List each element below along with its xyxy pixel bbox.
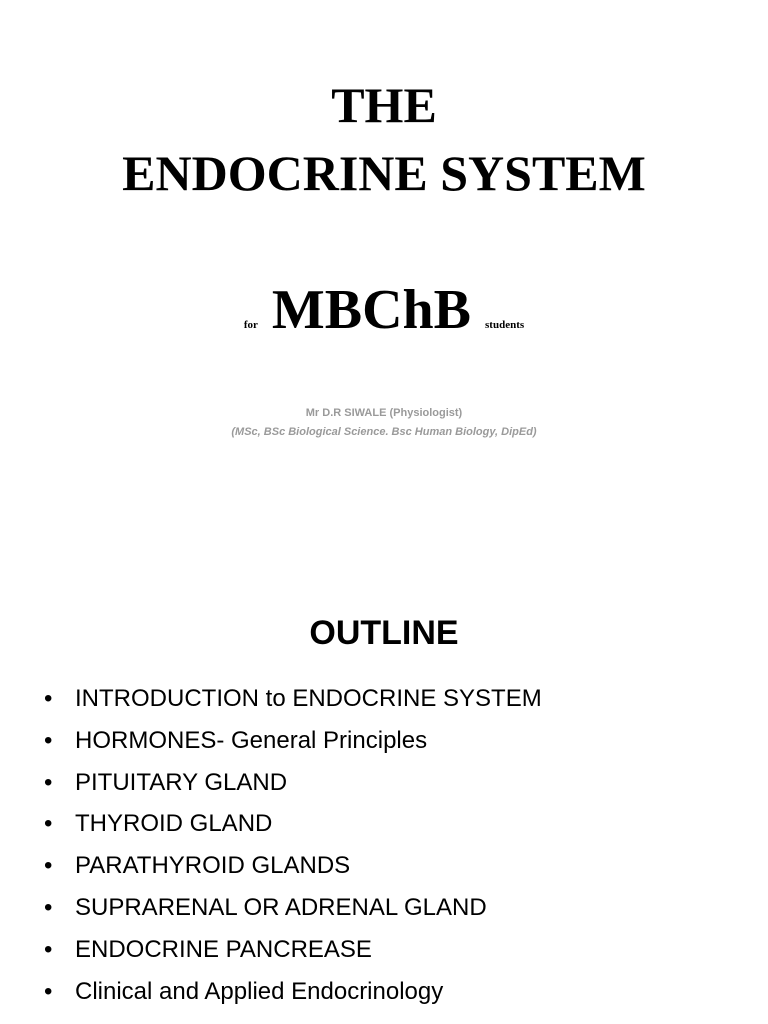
title-line-1: THE [331, 77, 437, 133]
bullet-icon: • [44, 893, 53, 921]
outline-heading: OUTLINE [309, 614, 459, 652]
bullet-icon: • [44, 977, 53, 1005]
list-item-text: SUPRARENAL OR ADRENAL GLAND [75, 893, 487, 921]
subtitle-prefix: for [243, 319, 258, 331]
bullet-icon: • [44, 768, 53, 796]
subtitle [0, 279, 768, 341]
list-item [0, 810, 768, 852]
bullet-icon: • [44, 852, 53, 880]
author-qualifications: (MSc, BSc Biological Science. Bsc Human Biology, DipEd) [231, 426, 537, 438]
bullet-icon: • [44, 935, 53, 963]
title-line-2: ENDOCRINE SYSTEM [122, 145, 646, 201]
list-item-text: Clinical and Applied Endocrinology [75, 977, 444, 1005]
bullet-icon: • [44, 685, 53, 712]
list-item-text: PITUITARY GLAND [75, 768, 288, 796]
list-item-text: ENDOCRINE PANCREASE [75, 935, 372, 963]
subtitle-main: MBChB [271, 279, 472, 341]
list-item [0, 894, 768, 936]
list-item-text: INTRODUCTION to ENDOCRINE SYSTEM [75, 685, 542, 712]
list-item [0, 978, 768, 1020]
subtitle-suffix: students [485, 319, 525, 331]
list-item [0, 936, 768, 978]
author-name: Mr D.R SIWALE (Physiologist) [305, 407, 463, 419]
list-item-text: PARATHYROID GLANDS [75, 852, 351, 880]
list-item-text: THYROID GLAND [75, 810, 273, 838]
list-item [0, 769, 768, 811]
list-item-text: HORMONES- General Principles [75, 726, 428, 754]
bullet-icon: • [44, 810, 53, 838]
list-item [0, 685, 768, 727]
list-item [0, 727, 768, 769]
outline-list [0, 685, 768, 1019]
bullet-icon: • [44, 726, 53, 754]
list-item [0, 852, 768, 894]
